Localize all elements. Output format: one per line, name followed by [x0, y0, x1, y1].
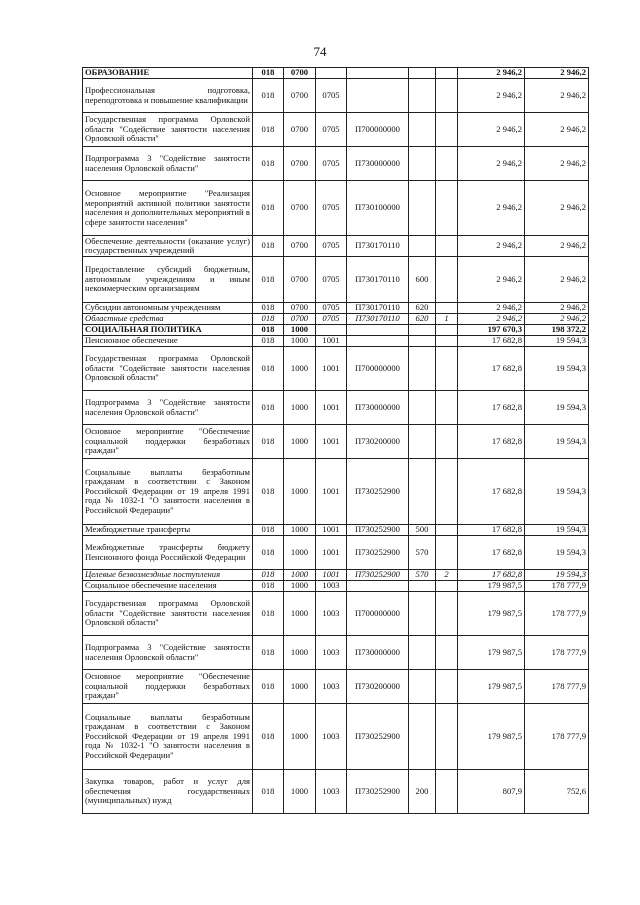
cell-name: Субсидии автономным учреждениям	[83, 303, 253, 314]
cell-section: 1000	[284, 536, 316, 570]
cell-amount-year2: 19 594,3	[525, 459, 589, 525]
cell-ministry: 018	[253, 636, 284, 670]
cell-amount-year2: 19 594,3	[525, 425, 589, 459]
cell-subsection: 1003	[316, 592, 347, 636]
cell-name: СОЦИАЛЬНАЯ ПОЛИТИКА	[83, 325, 253, 336]
cell-amount-year2: 19 594,3	[525, 536, 589, 570]
cell-amount-year1: 807,9	[458, 770, 525, 814]
cell-ministry: 018	[253, 79, 284, 113]
table-row	[83, 581, 589, 592]
cell-ministry: 018	[253, 257, 284, 303]
cell-amount-year1: 2 946,2	[458, 147, 525, 181]
cell-section: 1000	[284, 704, 316, 770]
table-row	[83, 181, 589, 236]
cell-ministry: 018	[253, 704, 284, 770]
cell-funding-source: 1	[436, 314, 458, 325]
cell-target-article: П730170110	[347, 257, 409, 303]
cell-amount-year1: 179 987,5	[458, 670, 525, 704]
cell-funding-source	[436, 303, 458, 314]
cell-ministry: 018	[253, 391, 284, 425]
cell-expense-type	[409, 425, 436, 459]
cell-name: Профессиональная подготовка, переподготовка и повышение квалификации	[83, 79, 253, 113]
cell-target-article	[347, 325, 409, 336]
cell-subsection: 1001	[316, 525, 347, 536]
cell-subsection: 1001	[316, 425, 347, 459]
cell-amount-year2: 2 946,2	[525, 236, 589, 257]
table-row	[83, 536, 589, 570]
cell-subsection: 1003	[316, 581, 347, 592]
cell-target-article: П730170110	[347, 314, 409, 325]
table-row	[83, 525, 589, 536]
table-row	[83, 147, 589, 181]
cell-subsection: 0705	[316, 236, 347, 257]
cell-section: 1000	[284, 336, 316, 347]
cell-subsection: 1003	[316, 636, 347, 670]
cell-amount-year2: 178 777,9	[525, 704, 589, 770]
cell-section: 1000	[284, 325, 316, 336]
page-number: 74	[313, 44, 327, 59]
cell-target-article: П730170110	[347, 236, 409, 257]
cell-ministry: 018	[253, 581, 284, 592]
cell-name: Обеспечение деятельности (оказание услуг) государственных учреждений	[83, 236, 253, 257]
table-row	[83, 113, 589, 147]
cell-expense-type: 620	[409, 303, 436, 314]
cell-subsection: 1003	[316, 670, 347, 704]
cell-amount-year1: 17 682,8	[458, 425, 525, 459]
cell-amount-year1: 179 987,5	[458, 704, 525, 770]
cell-subsection: 0705	[316, 147, 347, 181]
cell-amount-year1: 2 946,2	[458, 68, 525, 79]
cell-amount-year2: 2 946,2	[525, 68, 589, 79]
cell-amount-year1: 197 670,3	[458, 325, 525, 336]
cell-amount-year2: 2 946,2	[525, 147, 589, 181]
cell-amount-year2: 752,6	[525, 770, 589, 814]
table-row	[83, 636, 589, 670]
cell-ministry: 018	[253, 113, 284, 147]
cell-name: Основное мероприятие "Обеспечение социальной поддержки безработных граждан"	[83, 425, 253, 459]
cell-expense-type	[409, 391, 436, 425]
cell-funding-source	[436, 670, 458, 704]
cell-expense-type	[409, 68, 436, 79]
cell-amount-year1: 17 682,8	[458, 570, 525, 581]
cell-amount-year2: 2 946,2	[525, 303, 589, 314]
cell-amount-year2: 2 946,2	[525, 257, 589, 303]
cell-expense-type	[409, 113, 436, 147]
cell-expense-type	[409, 147, 436, 181]
cell-section: 0700	[284, 113, 316, 147]
cell-amount-year1: 2 946,2	[458, 79, 525, 113]
cell-funding-source	[436, 236, 458, 257]
cell-subsection: 1001	[316, 336, 347, 347]
cell-target-article: П700000000	[347, 592, 409, 636]
cell-target-article: П730000000	[347, 391, 409, 425]
cell-section: 1000	[284, 670, 316, 704]
cell-amount-year1: 179 987,5	[458, 581, 525, 592]
cell-expense-type: 570	[409, 570, 436, 581]
cell-amount-year2: 19 594,3	[525, 570, 589, 581]
cell-ministry: 018	[253, 536, 284, 570]
table-row	[83, 570, 589, 581]
cell-section: 1000	[284, 636, 316, 670]
cell-funding-source	[436, 391, 458, 425]
cell-expense-type	[409, 336, 436, 347]
cell-name: ОБРАЗОВАНИЕ	[83, 68, 253, 79]
cell-target-article	[347, 68, 409, 79]
cell-funding-source	[436, 770, 458, 814]
cell-ministry: 018	[253, 670, 284, 704]
cell-funding-source	[436, 325, 458, 336]
cell-funding-source	[436, 79, 458, 113]
cell-ministry: 018	[253, 68, 284, 79]
cell-section: 1000	[284, 770, 316, 814]
cell-subsection: 0705	[316, 257, 347, 303]
cell-amount-year1: 17 682,8	[458, 347, 525, 391]
cell-target-article	[347, 581, 409, 592]
table-row	[83, 236, 589, 257]
cell-subsection: 0705	[316, 314, 347, 325]
cell-expense-type	[409, 79, 436, 113]
cell-expense-type	[409, 704, 436, 770]
cell-name: Межбюджетные трансферты бюджету Пенсионного фонда Российской Федерации	[83, 536, 253, 570]
cell-section: 1000	[284, 581, 316, 592]
cell-name: Пенсионное обеспечение	[83, 336, 253, 347]
cell-ministry: 018	[253, 181, 284, 236]
cell-subsection: 1003	[316, 704, 347, 770]
cell-funding-source	[436, 181, 458, 236]
table-row	[83, 704, 589, 770]
cell-name: Социальные выплаты безработным гражданам в соответствии с Законом Российской Федерации от 19 апреля 1991 года № 1032-1 "О занятости населения в Российской Федерации"	[83, 704, 253, 770]
cell-subsection: 1003	[316, 770, 347, 814]
cell-funding-source	[436, 581, 458, 592]
cell-funding-source	[436, 425, 458, 459]
cell-subsection: 0705	[316, 79, 347, 113]
cell-subsection: 1001	[316, 391, 347, 425]
cell-funding-source: 2	[436, 570, 458, 581]
cell-section: 0700	[284, 147, 316, 181]
cell-ministry: 018	[253, 236, 284, 257]
cell-name: Государственная программа Орловской области "Содействие занятости населения Орловской области"	[83, 113, 253, 147]
cell-name: Основное мероприятие "Реализация мероприятий активной политики занятости населения и дополнительных мероприятий в сфере занятости населения"	[83, 181, 253, 236]
cell-expense-type: 600	[409, 257, 436, 303]
cell-amount-year2: 178 777,9	[525, 581, 589, 592]
table-row	[83, 336, 589, 347]
cell-name: Целевые безвозмездные поступления	[83, 570, 253, 581]
cell-section: 1000	[284, 525, 316, 536]
cell-funding-source	[436, 536, 458, 570]
cell-section: 0700	[284, 79, 316, 113]
cell-name: Подпрограмма 3 "Содействие занятости населения Орловской области"	[83, 391, 253, 425]
cell-section: 1000	[284, 570, 316, 581]
cell-amount-year1: 17 682,8	[458, 536, 525, 570]
cell-expense-type	[409, 181, 436, 236]
cell-target-article: П700000000	[347, 113, 409, 147]
cell-amount-year1: 17 682,8	[458, 391, 525, 425]
cell-subsection: 1001	[316, 570, 347, 581]
cell-funding-source	[436, 347, 458, 391]
cell-expense-type	[409, 592, 436, 636]
cell-target-article: П730252900	[347, 459, 409, 525]
cell-funding-source	[436, 336, 458, 347]
cell-funding-source	[436, 592, 458, 636]
cell-ministry: 018	[253, 770, 284, 814]
cell-funding-source	[436, 459, 458, 525]
table-row	[83, 325, 589, 336]
cell-expense-type: 620	[409, 314, 436, 325]
cell-section: 1000	[284, 425, 316, 459]
cell-target-article: П730252900	[347, 570, 409, 581]
budget-table-body	[83, 68, 589, 814]
cell-amount-year1: 2 946,2	[458, 314, 525, 325]
cell-target-article: П730170110	[347, 303, 409, 314]
cell-subsection	[316, 68, 347, 79]
cell-expense-type: 200	[409, 770, 436, 814]
cell-ministry: 018	[253, 314, 284, 325]
cell-ministry: 018	[253, 525, 284, 536]
cell-target-article: П730000000	[347, 147, 409, 181]
cell-amount-year1: 2 946,2	[458, 257, 525, 303]
cell-amount-year1: 179 987,5	[458, 636, 525, 670]
cell-name: Закупка товаров, работ и услуг для обеспечения государственных (муниципальных) нужд	[83, 770, 253, 814]
cell-amount-year1: 2 946,2	[458, 113, 525, 147]
cell-amount-year1: 17 682,8	[458, 525, 525, 536]
cell-section: 0700	[284, 314, 316, 325]
cell-subsection: 0705	[316, 181, 347, 236]
cell-ministry: 018	[253, 347, 284, 391]
cell-funding-source	[436, 704, 458, 770]
cell-target-article: П730200000	[347, 670, 409, 704]
cell-subsection: 0705	[316, 113, 347, 147]
cell-amount-year2: 2 946,2	[525, 113, 589, 147]
cell-section: 0700	[284, 181, 316, 236]
cell-funding-source	[436, 113, 458, 147]
cell-amount-year2: 2 946,2	[525, 314, 589, 325]
cell-subsection: 1001	[316, 459, 347, 525]
cell-ministry: 018	[253, 336, 284, 347]
table-row	[83, 391, 589, 425]
cell-name: Социальные выплаты безработным гражданам в соответствии с Законом Российской Федерации от 19 апреля 1991 года № 1032-1 "О занятости населения в Российской Федерации"	[83, 459, 253, 525]
cell-name: Подпрограмма 3 "Содействие занятости населения Орловской области"	[83, 147, 253, 181]
cell-ministry: 018	[253, 570, 284, 581]
table-row	[83, 459, 589, 525]
cell-amount-year2: 198 372,2	[525, 325, 589, 336]
cell-expense-type	[409, 347, 436, 391]
cell-name: Социальное обеспечение населения	[83, 581, 253, 592]
table-row	[83, 670, 589, 704]
cell-name: Государственная программа Орловской области "Содействие занятости населения Орловской области"	[83, 347, 253, 391]
cell-amount-year1: 17 682,8	[458, 459, 525, 525]
cell-section: 1000	[284, 459, 316, 525]
cell-target-article	[347, 79, 409, 113]
cell-funding-source	[436, 68, 458, 79]
cell-amount-year2: 2 946,2	[525, 181, 589, 236]
cell-target-article: П730252900	[347, 770, 409, 814]
cell-name: Предоставление субсидий бюджетным, автономным учреждениям и иным некоммерческим организациям	[83, 257, 253, 303]
cell-target-article: П730252900	[347, 704, 409, 770]
cell-ministry: 018	[253, 459, 284, 525]
table-row	[83, 79, 589, 113]
cell-amount-year2: 178 777,9	[525, 592, 589, 636]
cell-section: 0700	[284, 236, 316, 257]
cell-expense-type: 500	[409, 525, 436, 536]
cell-amount-year2: 19 594,3	[525, 347, 589, 391]
table-row	[83, 592, 589, 636]
cell-ministry: 018	[253, 303, 284, 314]
table-row	[83, 770, 589, 814]
cell-name: Основное мероприятие "Обеспечение социальной поддержки безработных граждан"	[83, 670, 253, 704]
cell-expense-type	[409, 459, 436, 525]
table-row	[83, 314, 589, 325]
table-row	[83, 68, 589, 79]
cell-funding-source	[436, 257, 458, 303]
cell-name: Государственная программа Орловской области "Содействие занятости населения Орловской области"	[83, 592, 253, 636]
cell-amount-year2: 19 594,3	[525, 391, 589, 425]
cell-expense-type	[409, 636, 436, 670]
cell-target-article: П730200000	[347, 425, 409, 459]
cell-amount-year1: 2 946,2	[458, 303, 525, 314]
cell-target-article: П730252900	[347, 525, 409, 536]
cell-amount-year2: 19 594,3	[525, 336, 589, 347]
cell-amount-year1: 2 946,2	[458, 181, 525, 236]
cell-expense-type: 570	[409, 536, 436, 570]
table-row	[83, 347, 589, 391]
cell-expense-type	[409, 236, 436, 257]
cell-section: 0700	[284, 68, 316, 79]
cell-ministry: 018	[253, 147, 284, 181]
cell-target-article: П730100000	[347, 181, 409, 236]
cell-subsection: 1001	[316, 347, 347, 391]
cell-ministry: 018	[253, 325, 284, 336]
cell-section: 0700	[284, 303, 316, 314]
cell-amount-year1: 2 946,2	[458, 236, 525, 257]
cell-expense-type	[409, 670, 436, 704]
cell-name: Подпрограмма 3 "Содействие занятости населения Орловской области"	[83, 636, 253, 670]
budget-table	[82, 67, 589, 814]
cell-section: 1000	[284, 347, 316, 391]
cell-target-article	[347, 336, 409, 347]
cell-subsection: 0705	[316, 303, 347, 314]
table-row	[83, 303, 589, 314]
cell-expense-type	[409, 325, 436, 336]
cell-section: 0700	[284, 257, 316, 303]
cell-name: Областные средства	[83, 314, 253, 325]
cell-amount-year2: 178 777,9	[525, 670, 589, 704]
table-row	[83, 257, 589, 303]
cell-subsection: 1001	[316, 536, 347, 570]
cell-funding-source	[436, 636, 458, 670]
cell-section: 1000	[284, 391, 316, 425]
cell-funding-source	[436, 147, 458, 181]
cell-expense-type	[409, 581, 436, 592]
cell-section: 1000	[284, 592, 316, 636]
cell-funding-source	[436, 525, 458, 536]
cell-amount-year1: 179 987,5	[458, 592, 525, 636]
cell-ministry: 018	[253, 425, 284, 459]
cell-target-article: П730252900	[347, 536, 409, 570]
cell-amount-year1: 17 682,8	[458, 336, 525, 347]
cell-target-article: П700000000	[347, 347, 409, 391]
cell-name: Межбюджетные трансферты	[83, 525, 253, 536]
cell-subsection	[316, 325, 347, 336]
cell-amount-year2: 178 777,9	[525, 636, 589, 670]
cell-target-article: П730000000	[347, 636, 409, 670]
cell-amount-year2: 2 946,2	[525, 79, 589, 113]
table-row	[83, 425, 589, 459]
cell-ministry: 018	[253, 592, 284, 636]
cell-amount-year2: 19 594,3	[525, 525, 589, 536]
